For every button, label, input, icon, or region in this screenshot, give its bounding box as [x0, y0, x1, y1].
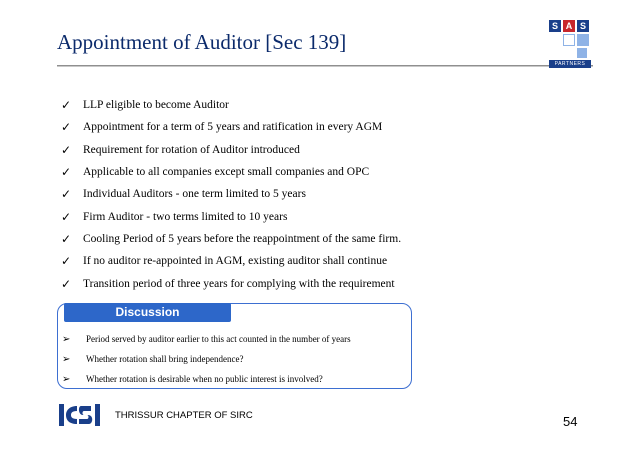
- icsi-logo: [57, 402, 111, 428]
- chapter-name: THRISSUR CHAPTER OF SIRC: [115, 410, 253, 421]
- list-item: [61, 116, 401, 138]
- arrow-bullet-icon: ➢: [62, 333, 71, 345]
- bullet-text: Cooling Period of 5 years before the reappointment of the same firm.: [83, 232, 402, 245]
- bullet-text: Requirement for rotation of Auditor introduced: [83, 143, 300, 156]
- logo-letter: S: [579, 21, 586, 31]
- arrow-bullet-icon: ➢: [62, 353, 71, 365]
- checkmark-icon: ✓: [61, 187, 72, 202]
- list-item: [61, 272, 401, 294]
- bullet-text: Applicable to all companies except small companies and OPC: [83, 166, 370, 179]
- logo-tagline: PARTNERS: [549, 60, 591, 68]
- discussion-text: Whether rotation shall bring independence?: [86, 354, 244, 364]
- bullet-text: Transition period of three years for complying with the requirement: [83, 277, 395, 290]
- arrow-bullet-icon: ➢: [62, 373, 71, 385]
- list-item: [61, 94, 401, 116]
- page-number: 54: [563, 414, 578, 429]
- bullet-text: If no auditor re-appointed in AGM, existing auditor shall continue: [83, 255, 388, 268]
- list-item: [62, 329, 351, 349]
- bullet-text: LLP eligible to become Auditor: [83, 99, 229, 112]
- list-item: [61, 161, 401, 183]
- bullet-list: [61, 94, 401, 295]
- checkmark-icon: ✓: [61, 98, 72, 113]
- discussion-list: [62, 329, 351, 389]
- checkmark-icon: ✓: [61, 254, 72, 269]
- title-divider-shadow: [57, 66, 593, 67]
- list-item: [62, 349, 351, 369]
- slide-title: Appointment of Auditor [Sec 139]: [57, 30, 347, 54]
- checkmark-icon: ✓: [61, 142, 72, 157]
- checkmark-icon: ✓: [61, 165, 72, 180]
- logo-square: [563, 34, 575, 46]
- bullet-text: Individual Auditors - one term limited to 5 years: [83, 188, 306, 201]
- logo-letter: A: [565, 21, 573, 31]
- list-item: [61, 205, 401, 227]
- logo-letter: S: [551, 21, 558, 31]
- logo-square: [577, 34, 589, 46]
- bullet-text: Appointment for a term of 5 years and ratification in every AGM: [83, 121, 383, 134]
- discussion-header: Discussion: [64, 303, 231, 322]
- list-item: [61, 250, 401, 272]
- discussion-text: Whether rotation is desirable when no public interest is involved?: [86, 374, 323, 384]
- bullet-text: Firm Auditor - two terms limited to 10 years: [83, 210, 288, 223]
- list-item: [61, 139, 401, 161]
- checkmark-icon: ✓: [61, 276, 72, 291]
- logo-square: [577, 48, 587, 58]
- list-item: [62, 369, 351, 389]
- list-item: [61, 183, 401, 205]
- checkmark-icon: ✓: [61, 120, 72, 135]
- checkmark-icon: ✓: [61, 209, 72, 224]
- sas-partners-logo: [549, 20, 591, 68]
- list-item: [61, 228, 401, 250]
- discussion-text: Period served by auditor earlier to this act counted in the number of years: [86, 334, 351, 344]
- checkmark-icon: ✓: [61, 231, 72, 246]
